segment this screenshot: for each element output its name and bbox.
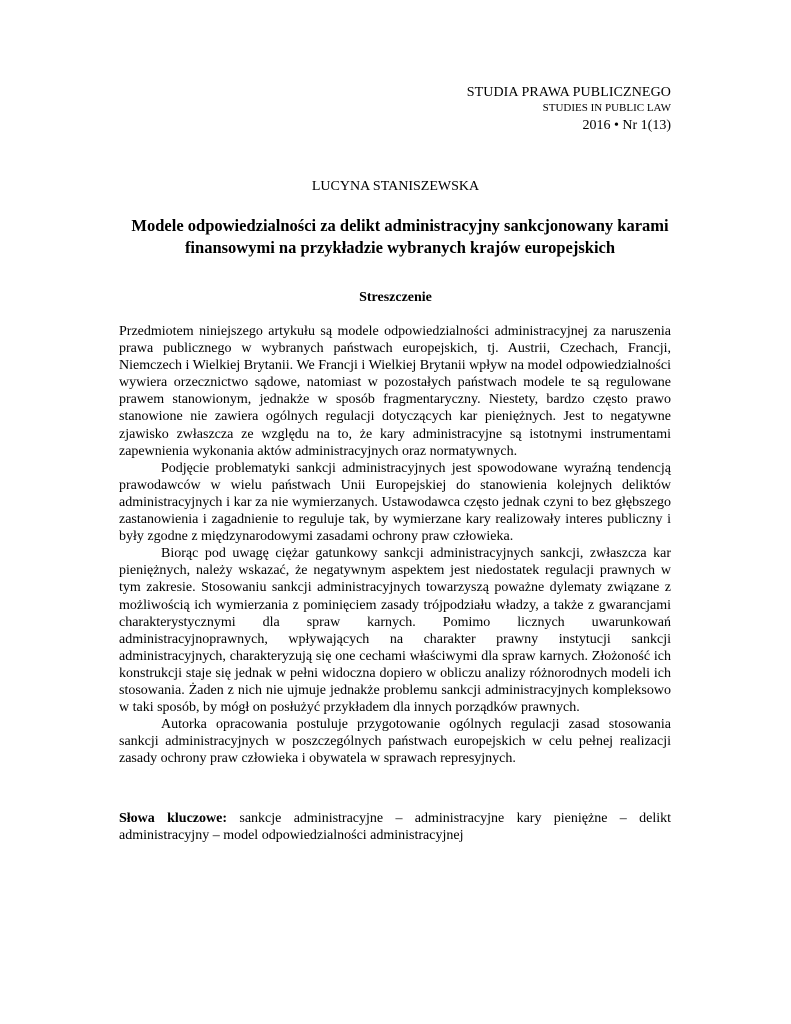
keywords-text: sankcje administracyjne – administracyjne kary pieniężne – delikt administracyjny – model odpowiedzialności administracyjnej [119,811,672,844]
journal-subtitle: STUDIES IN PUBLIC LAW [542,102,671,114]
abstract-paragraph: Biorąc pod uwagę ciężar gatunkowy sankcji administracyjnych sankcji, zwłaszcza kar pieniężnych, należy wskazać, że negatywnym aspektem jest niedostatek regulacji prawnych w tym zakresie. Stosowaniu sankcji administracyjnych towarzyszą poważne dylematy związane z możliwością ich wymierzania z pominięciem zasady trójpodziału władzy, a także z gwarancjami charakterystycznymi dla spraw karnych. Pomimo licznych uwarunkowań administracyjnoprawnych, wpływających na charakter prawny instytucji sankcji administracyjnych, charakteryzują się one cechami właściwymi dla spraw karnych. Złożoność ich konstrukcji staje się jednak w pełni widoczna dopiero w obliczu analizy różnorodnych modeli ich stosowania. Żaden z nich nie ujmuje jednakże problemu sankcji administracyjnych kompleksowo w taki sposób, by mógł on posłużyć przykładem dla innych porządków prawnych. [119,546,671,716]
keywords [119,810,671,844]
author-name: LUCYNA STANISZEWSKA [311,179,480,194]
abstract-paragraph: Przedmiotem niniejszego artykułu są modele odpowiedzialności administracyjnej za naruszenia prawa publicznego w wybranych państwach europejskich, tj. Austrii, Czechach, Francji, Niemczech i Wielkiej Brytanii. We Francji i Wielkiej Brytanii wpływ na model odpowiedzialności wywiera orzecznictwo sądowe, natomiast w pozostałych państwach modele te są regulowane prawem stanowionym, jednakże w sposób fragmentaryczny. Niestety, bardzo często prawo stanowione nie zawiera ogólnych regulacji dotyczących kar pieniężnych. Jest to negatywne zjawisko zwłaszcza ze względu na to, że kary administracyjne są istotnymi instrumentami zapewnienia wykonania aktów administracyjnych oraz normatywnych. [119,324,671,459]
journal-title: STUDIA PRAWA PUBLICZNEGO [466,85,671,100]
abstract-paragraph: Podjęcie problematyki sankcji administracyjnych jest spowodowane wyraźną tendencją prawodawców w wielu państwach Unii Europejskiej do stanowienia kolejnych deliktów administracyjnych i kar za nie wymierzanych. Ustawodawca często jednak czyni to bez głębszego zastanowienia i zagadnienie to reguluje tak, by wymierzane kary realizowały interes publiczny i były zgodne z międzynarodowymi zasadami ochrony praw człowieka. [119,460,671,545]
journal-issue: 2016 • Nr 1(13) [582,118,671,133]
abstract-body [119,323,671,767]
abstract-heading: Streszczenie [359,290,432,305]
abstract-paragraph: Autorka opracowania postuluje przygotowanie ogólnych regulacji zasad stosowania sankcji administracyjnych w poszczególnych państwach europejskich w celu pełnej realizacji zasady ochrony praw człowieka i obywatela w sprawach represyjnych. [119,717,671,767]
article-title: Modele odpowiedzialności za delikt administracyjny sankcjonowany karami finansowymi na przykładzie wybranych krajów europejskich [131,216,669,257]
keywords-label: Słowa kluczowe: [119,811,228,826]
journal-header [467,86,671,133]
